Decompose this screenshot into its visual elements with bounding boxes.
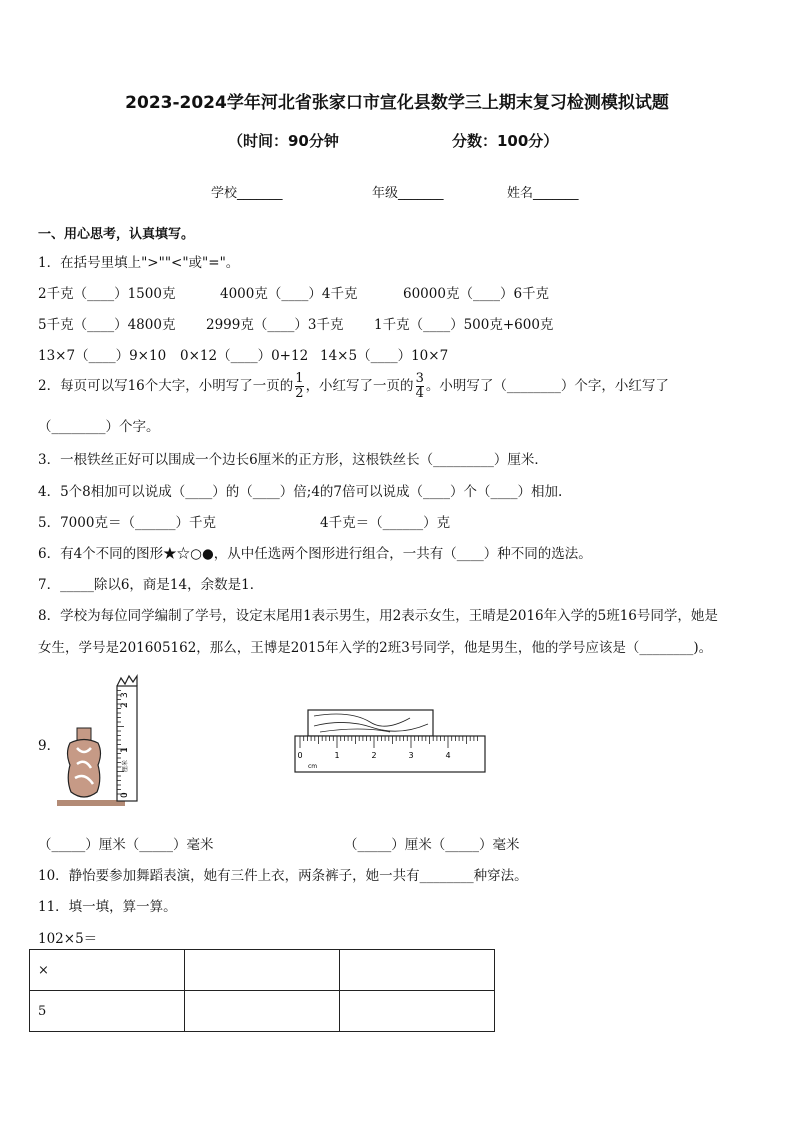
question-4: 4．5个8相加可以说成（____）的（____）倍;4的7倍可以说成（____）个（____）相加. <box>38 484 563 500</box>
ruler1-tick-0: 0 <box>120 792 130 798</box>
table-row <box>30 950 495 991</box>
table-cell <box>340 991 495 1032</box>
q1-item: 0×12（____）0+12 <box>180 348 309 364</box>
question-11-expression: 102×5＝ <box>38 931 98 947</box>
q9-answer-1: （_____）厘米（_____）毫米 <box>38 837 214 853</box>
ruler2-tick-4: 4 <box>445 751 451 760</box>
table-cell: 5 <box>30 991 185 1032</box>
multiplication-table <box>29 949 495 1032</box>
ruler1-tick-2: 2 <box>120 702 130 708</box>
wood-block-icon <box>308 710 433 736</box>
ruler2-tick-3: 3 <box>408 751 414 760</box>
question-11: 11．填一填，算一算。 <box>38 899 177 915</box>
ruler1-tick-3: 3 <box>120 692 130 698</box>
name-field: 姓名_______ <box>507 186 579 201</box>
school-field: 学校_______ <box>211 186 283 201</box>
table-cell <box>185 991 340 1032</box>
table-row <box>30 991 495 1032</box>
ruler1-unit: 厘米 <box>122 759 129 772</box>
q1-item: 14×5（____）10×7 <box>320 348 449 364</box>
table-cell: × <box>30 950 185 991</box>
ruler2-tick-1: 1 <box>334 751 340 760</box>
q1-item: 4000克（____）4千克 <box>220 286 358 302</box>
exam-score: 分数：100分） <box>452 132 559 150</box>
page-title: 2023-2024学年河北省张家口市宣化县数学三上期末复习检测模拟试题 <box>125 93 669 113</box>
horizontal-ruler-figure <box>290 702 490 774</box>
q1-item: 2999克（____）3千克 <box>206 317 344 333</box>
ruler1-tick-1: 1 <box>120 747 130 753</box>
section-heading: 一、用心思考，认真填写。 <box>38 227 195 242</box>
question-6: 6．有4个不同的图形★☆○●，从中任选两个图形进行组合，一共有（____）种不同的选法。 <box>38 546 592 562</box>
table-cell <box>340 950 495 991</box>
question-10: 10．静怡要参加舞蹈表演，她有三件上衣，两条裤子，她一共有________种穿法。 <box>38 868 528 884</box>
question-5b: 4千克＝（______）克 <box>320 515 451 531</box>
vertical-ruler-figure <box>55 668 145 808</box>
table-cell <box>185 950 340 991</box>
q1-item: 2千克（____）1500克 <box>38 286 176 302</box>
q1-item: 1千克（____）500克+600克 <box>374 317 554 333</box>
question-2: 2．每页可以写16个大字，小明写了一页的 $\frac{1}{2}$ ，小红写了一页的 $\frac{3}{4}$ 。小明写了（________）个字，小红写了 <box>38 371 669 401</box>
question-2-cont: （________）个字。 <box>38 419 160 435</box>
fraction-one-half: $\frac{1}{2}$ <box>295 371 304 401</box>
q1-item: 5千克（____）4800克 <box>38 317 176 333</box>
question-7: 7．_____除以6，商是14，余数是1． <box>38 577 264 593</box>
question-3: 3．一根铁丝正好可以围成一个边长6厘米的正方形，这根铁丝长（_________）厘米． <box>38 452 548 468</box>
question-9-label: 9． <box>38 738 61 754</box>
question-8-line1: 8．学校为每位同学编制了学号，设定末尾用1表示男生，用2表示女生，王晴是2016年入学的5班16号同学，她是 <box>38 608 718 624</box>
exam-time: （时间：90分钟 <box>228 132 339 150</box>
question-5a: 5．7000克＝（______）千克 <box>38 515 216 531</box>
ruler2-unit: cm <box>308 763 318 770</box>
grade-field: 年级_______ <box>372 186 444 201</box>
bottle-icon <box>68 728 101 797</box>
fraction-three-quarters: $\frac{3}{4}$ <box>415 371 424 401</box>
question-8-line2: 女生，学号是201605162，那么，王博是2015年入学的2班3号同学，他是男生，他的学号应该是（________)。 <box>38 640 713 656</box>
q1-item: 13×7（____）9×10 <box>38 348 167 364</box>
ruler2-tick-0: 0 <box>297 751 303 760</box>
q9-answer-2: （_____）厘米（_____）毫米 <box>344 837 520 853</box>
question-1: 1．在括号里填上">""<"或"="。 <box>38 255 240 271</box>
ruler2-tick-2: 2 <box>371 751 377 760</box>
q1-item: 60000克（____）6千克 <box>403 286 550 302</box>
